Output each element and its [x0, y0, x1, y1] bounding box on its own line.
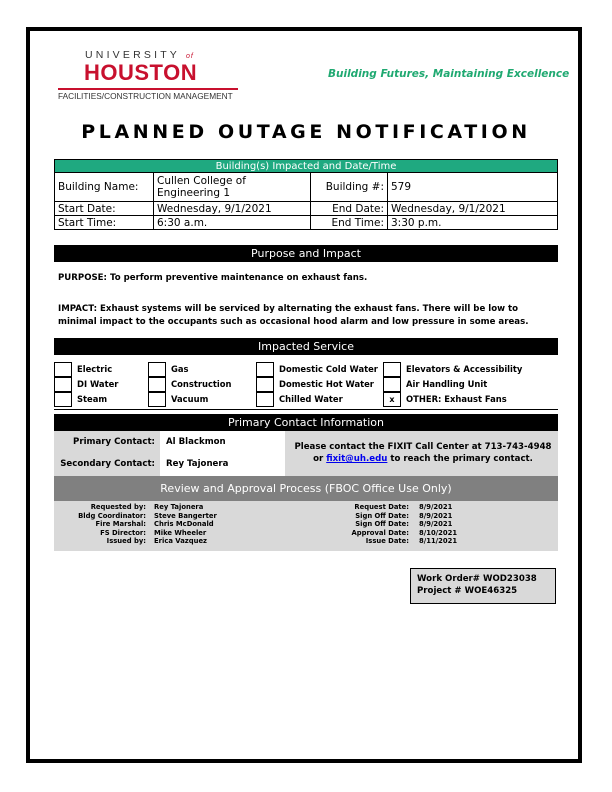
purpose-text: PURPOSE: To perform preventive maintenance on exhaust fans.: [58, 273, 368, 283]
service-checkbox[interactable]: [256, 362, 274, 377]
fixit-email-link[interactable]: fixit@uh.edu: [326, 454, 388, 464]
review-label: FS Director:: [100, 528, 146, 537]
work-order-box: [410, 568, 556, 604]
start-date-value: Wednesday, 9/1/2021: [154, 202, 311, 216]
end-time-value: 3:30 p.m.: [388, 216, 558, 230]
start-date-label: Start Date:: [55, 202, 154, 216]
review-value: Rey Tajonera: [154, 503, 204, 511]
review-date-label: Sign Off Date:: [355, 511, 409, 520]
service-checkbox[interactable]: [54, 362, 72, 377]
secondary-contact-value: Rey Tajonera: [166, 459, 229, 469]
building-name-value: Cullen College of Engineering 1: [154, 173, 311, 202]
department-name: FACILITIES/CONSTRUCTION MANAGEMENT: [58, 91, 233, 101]
impact-text: IMPACT: Exhaust systems will be serviced by alternating the exhaust fans. There will be low to minimal impact to the occupants such as occasional hood alarm and low pressure in some areas.: [58, 304, 529, 327]
review-value: Mike Wheeler: [154, 528, 207, 537]
service-section-heading: Impacted Service: [54, 338, 558, 355]
review-date-label: Sign Off Date:: [355, 520, 409, 529]
service-label: Gas: [171, 364, 189, 374]
end-date-label: End Date:: [311, 202, 388, 216]
service-label: Steam: [77, 394, 108, 404]
review-date-value: 8/11/2021: [419, 537, 458, 546]
project-number: Project # WOE46325: [417, 586, 518, 596]
service-checkbox[interactable]: [54, 392, 72, 407]
service-checkbox[interactable]: [256, 392, 274, 407]
end-date-value: Wednesday, 9/1/2021: [388, 202, 558, 216]
review-label: Fire Marshal:: [95, 520, 146, 529]
work-order-number: Work Order# WOD23038: [417, 574, 537, 584]
review-label: Requested by:: [90, 503, 146, 511]
review-value: Steve Bangerter: [154, 511, 217, 520]
review-date-value: 8/10/2021: [419, 528, 458, 537]
review-value: Chris McDonald: [154, 520, 214, 529]
contact-section-heading: Primary Contact Information: [54, 414, 558, 431]
service-label: DI Water: [77, 379, 119, 389]
fixit-contact-note: [292, 441, 554, 465]
fixit-note-text: Please contact the FIXIT Call Center at 713-743-4948 or: [294, 442, 552, 464]
service-label: Domestic Hot Water: [279, 379, 374, 389]
service-checkbox[interactable]: [148, 377, 166, 392]
review-date-value: 8/9/2021: [419, 511, 453, 520]
page-title: PLANNED OUTAGE NOTIFICATION: [81, 121, 531, 143]
building-name-label: Building Name:: [55, 173, 154, 202]
start-time-label: Start Time:: [55, 216, 154, 230]
service-checkbox[interactable]: [256, 377, 274, 392]
review-label: Issued by:: [106, 537, 146, 546]
building-number-value: 579: [388, 173, 558, 202]
start-time-value: 6:30 a.m.: [154, 216, 311, 230]
primary-contact-value: Al Blackmon: [166, 437, 226, 447]
review-label: Bldg Coordinator:: [78, 511, 146, 520]
service-checkbox[interactable]: [54, 377, 72, 392]
review-date-value: 8/9/2021: [419, 503, 453, 511]
service-label: Vacuum: [171, 394, 209, 404]
review-date-label: Request Date:: [354, 503, 409, 511]
service-label: Construction: [171, 379, 232, 389]
secondary-contact-label: Secondary Contact:: [60, 459, 155, 469]
university-logo-text: UNIVERSITY of: [85, 49, 194, 61]
tagline: Building Futures, Maintaining Excellence: [328, 68, 570, 80]
purpose-section-heading: Purpose and Impact: [54, 245, 558, 262]
service-checkbox[interactable]: [383, 362, 401, 377]
service-label: OTHER: Exhaust Fans: [406, 394, 507, 404]
service-label: Chilled Water: [279, 394, 343, 404]
building-number-label: Building #:: [311, 173, 388, 202]
review-date-value: 8/9/2021: [419, 520, 453, 529]
service-label: Elevators & Accessibility: [406, 364, 523, 374]
service-label: Domestic Cold Water: [279, 364, 378, 374]
service-checkbox[interactable]: [383, 377, 401, 392]
service-label: Air Handling Unit: [406, 379, 488, 389]
houston-logo-text: HOUSTON: [84, 60, 198, 85]
logo-divider: [58, 88, 238, 90]
fixit-note-text-end: to reach the primary contact.: [390, 454, 533, 464]
review-date-label: Approval Date:: [351, 528, 409, 537]
building-table: [54, 172, 558, 230]
review-value: Erica Vazquez: [154, 537, 208, 546]
end-time-label: End Time:: [311, 216, 388, 230]
building-section-heading: Building(s) Impacted and Date/Time: [54, 159, 558, 173]
service-checkbox[interactable]: [148, 362, 166, 377]
service-checkbox[interactable]: [148, 392, 166, 407]
primary-contact-label: Primary Contact:: [73, 437, 155, 447]
service-checkbox[interactable]: x: [383, 392, 401, 407]
review-date-label: Issue Date:: [365, 537, 409, 546]
service-label: Electric: [77, 364, 113, 374]
review-section-heading: Review and Approval Process (FBOC Office Use Only): [54, 476, 558, 501]
